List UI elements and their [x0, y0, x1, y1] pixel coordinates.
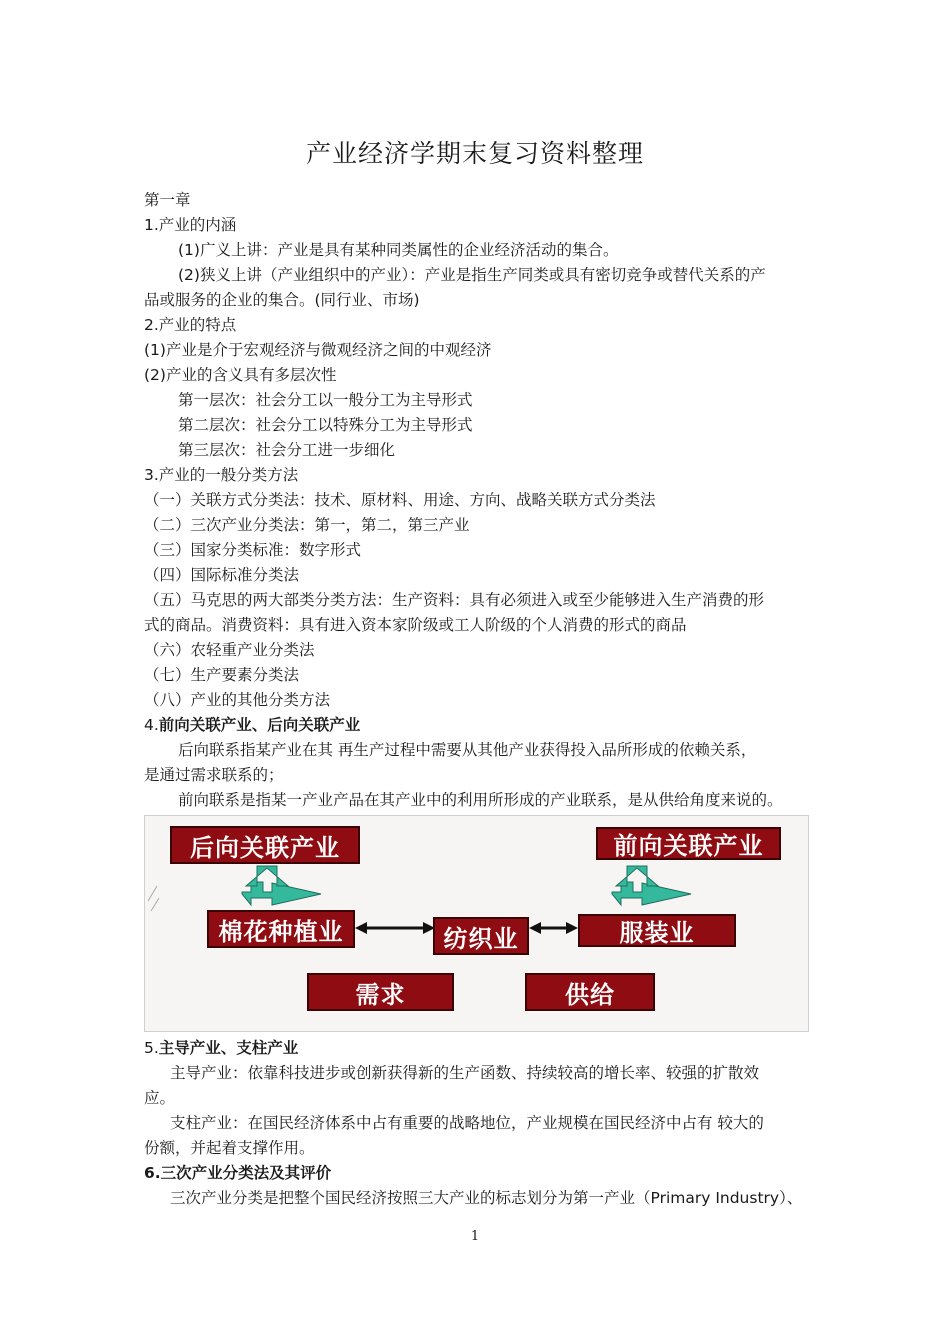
section-heading-3: 3.产业的一般分类方法 [144, 466, 299, 484]
backward-arrow-head-icon [246, 866, 288, 886]
paragraph: 第一层次：社会分工以一般分工为主导形式 [178, 391, 473, 409]
section-heading-2: 2.产业的特点 [144, 316, 237, 334]
section-heading-1: 1.产业的内涵 [144, 216, 237, 234]
paragraph: 是通过需求联系的； [144, 766, 284, 784]
paragraph: 品或服务的企业的集合。(同行业、市场) [144, 291, 420, 309]
forward-arrow-head-icon [616, 866, 658, 886]
list-item: 式的商品。消费资料：具有进入资本家阶级或工人阶级的个人消费的形式的商品 [144, 616, 687, 634]
section-heading-4: 4.前向关联产业、后向关联产业 [144, 716, 361, 734]
demand-box: 需求 [307, 973, 454, 1011]
backward-linkage-box: 后向关联产业 [170, 826, 360, 864]
paragraph: (2)产业的含义具有多层次性 [144, 366, 337, 384]
list-item: （四）国际标准分类法 [144, 566, 300, 584]
list-item: （一）关联方式分类法：技术、原材料、用途、方向、战略关联方式分类法 [144, 491, 656, 509]
chapter-heading: 第一章 [144, 191, 191, 209]
double-arrow-left [355, 922, 435, 934]
scribble-mark [148, 886, 159, 911]
list-item: （七）生产要素分类法 [144, 666, 300, 684]
double-arrow-right [529, 922, 578, 934]
list-item: （八）产业的其他分类方法 [144, 691, 331, 709]
paragraph: 应。 [144, 1089, 176, 1107]
section-heading-5: 5.主导产业、支柱产业 [144, 1039, 299, 1057]
clothing-industry-box: 服装业 [578, 914, 736, 947]
supply-box: 供给 [525, 973, 655, 1011]
paragraph: 后向联系指某产业在其 再生产过程中需要从其他产业获得投入品所形成的依赖关系， [178, 741, 757, 759]
page-number: 1 [470, 1229, 480, 1244]
section-heading-6: 6.三次产业分类法及其评价 [144, 1164, 332, 1182]
paragraph: 第三层次：社会分工进一步细化 [178, 441, 396, 459]
industry-linkage-diagram [144, 815, 809, 1032]
list-item: （五）马克思的两大部类分类方法：生产资料：具有必须进入或至少能够进入生产消费的形 [144, 591, 765, 609]
paragraph: 三次产业分类是把整个国民经济按照三大产业的标志划分为第一产业（Primary Industry）、 [170, 1189, 803, 1207]
paragraph: (2)狭义上讲（产业组织中的产业）：产业是指生产同类或具有密切竞争或替代关系的产 [178, 266, 766, 284]
cotton-industry-box: 棉花种植业 [207, 910, 355, 948]
paragraph: (1)广义上讲：产业是具有某种同类属性的企业经济活动的集合。 [178, 241, 619, 259]
textile-industry-box: 纺织业 [433, 917, 529, 955]
list-item: （二）三次产业分类法：第一，第二，第三产业 [144, 516, 470, 534]
paragraph: 份额，并起着支撑作用。 [144, 1139, 315, 1157]
paragraph: (1)产业是介于宏观经济与微观经济之间的中观经济 [144, 341, 492, 359]
document-title: 产业经济学期末复习资料整理 [305, 139, 644, 168]
paragraph: 支柱产业：在国民经济体系中占有重要的战略地位，产业规模在国民经济中占有 较大的 [170, 1114, 764, 1132]
paragraph: 主导产业：依靠科技进步或创新获得新的生产函数、持续较高的增长率、较强的扩散效 [170, 1064, 760, 1082]
list-item: （六）农轻重产业分类法 [144, 641, 315, 659]
list-item: （三）国家分类标准：数字形式 [144, 541, 362, 559]
paragraph: 第二层次：社会分工以特殊分工为主导形式 [178, 416, 473, 434]
forward-linkage-box: 前向关联产业 [596, 827, 781, 860]
paragraph: 前向联系是指某一产业产品在其产业中的利用所形成的产业联系，是从供给角度来说的。 [178, 791, 783, 809]
